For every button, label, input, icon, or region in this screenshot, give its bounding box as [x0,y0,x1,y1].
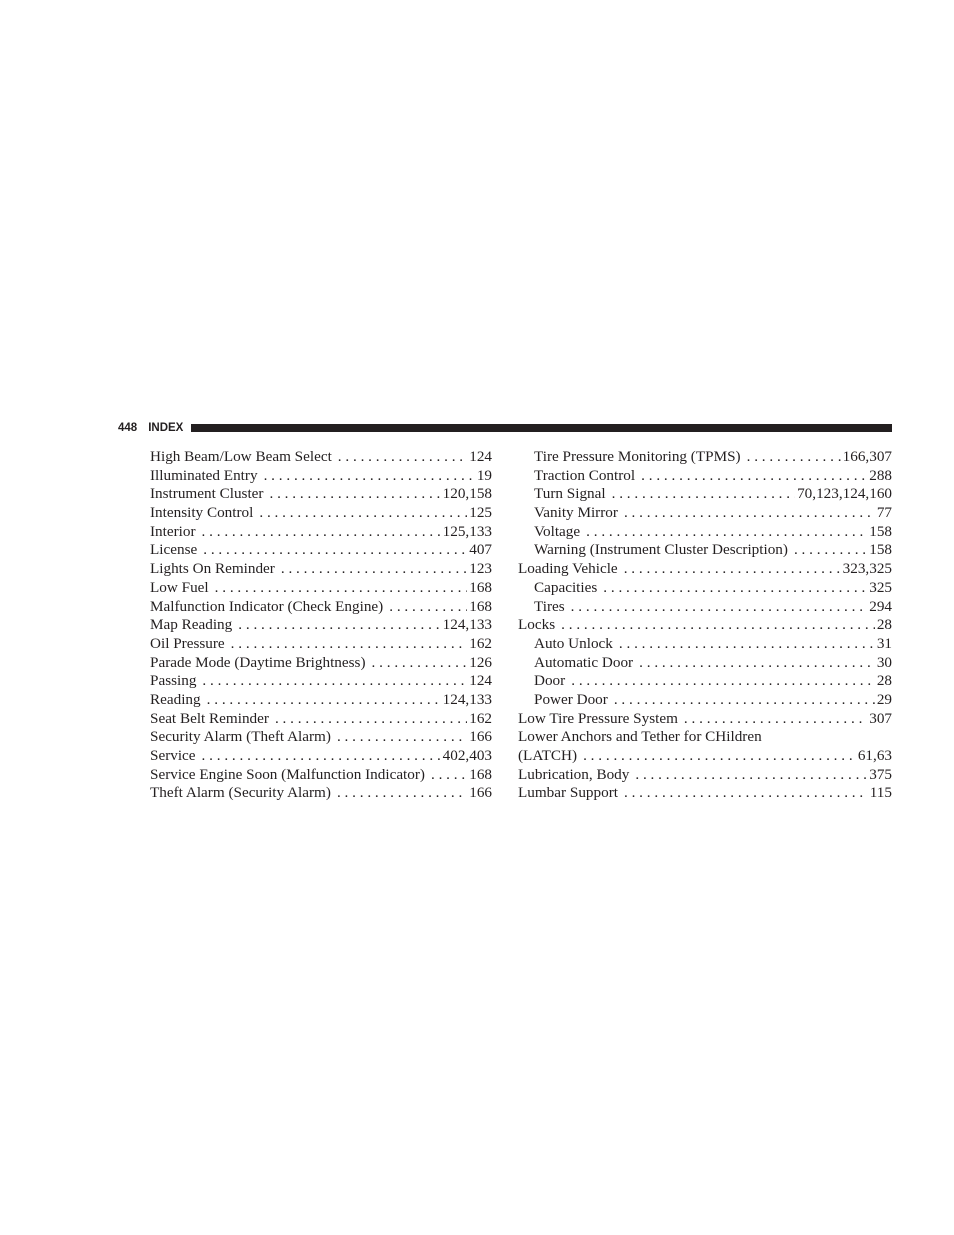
index-entry-pages: 19 [476,466,492,484]
index-entry-pages: 162 [469,634,492,652]
index-entry-pages: 61,63 [857,747,892,764]
index-entry-label: Theft Alarm (Security Alarm) [150,784,331,802]
index-entry-label: Lights On Reminder [150,560,275,578]
index-entry [518,784,892,803]
index-entry-pages: 166,307 [842,448,892,465]
index-entry-pages: 77 [876,504,892,522]
index-entry [518,541,892,560]
index-entry [134,560,492,579]
dot-leader [259,504,467,523]
index-entry-label: Door [534,672,566,690]
index-entry [518,560,892,579]
dot-leader [202,523,441,542]
dot-leader [624,784,868,803]
index-entry-pages: 402,403 [442,747,492,764]
dot-leader [619,635,875,654]
dot-leader [583,747,856,766]
dot-leader [684,710,867,729]
index-entry-label: Passing [150,672,197,690]
index-entry-label: Malfunction Indicator (Check Engine) [150,597,384,615]
dot-leader [372,654,468,673]
header-rule [191,424,892,432]
index-entry-label: Low Fuel [150,578,209,596]
index-entry-label: Auto Unlock [534,634,613,652]
index-entry-label: (LATCH) [518,747,578,764]
dot-leader [431,766,467,785]
index-entry-pages: 120,158 [442,485,492,503]
index-entry-label: Warning (Instrument Cluster Description) [534,541,788,559]
index-entry-pages: 325 [869,578,892,596]
index-entry [134,747,492,766]
index-entry-label: Traction Control [534,466,636,484]
index-entry-pages: 168 [469,765,492,783]
index-entry-pages: 323,325 [842,560,892,578]
dot-leader [215,579,468,598]
index-entry-label: Service Engine Soon (Malfunction Indicator) [150,765,425,783]
index-entry-pages: 158 [869,522,892,540]
index-entry-pages: 307 [869,709,892,727]
index-entry-label: Locks [518,616,556,634]
index-entry-pages: 124,133 [442,690,492,708]
index-entry-label: High Beam/Low Beam Select [150,448,332,465]
dot-leader [231,635,468,654]
index-entry [518,635,892,654]
index-entry [134,635,492,654]
index-entry-label: Vanity Mirror [534,504,618,522]
index-entry-pages: 70,123,124,160 [797,485,892,503]
index-entry [518,710,892,729]
index-entry-label: Lower Anchors and Tether for CHildren [518,728,762,746]
index-entry-pages: 28 [876,672,892,690]
index-entry-label: Reading [150,690,201,708]
index-entry-label: Oil Pressure [150,634,225,652]
index-entry-pages: 158 [869,541,892,559]
dot-leader [338,448,467,467]
index-entry [134,784,492,803]
index-entry-label: Lumbar Support [518,784,618,802]
index-entry [518,467,892,486]
dot-leader [603,579,867,598]
index-entry-pages: 125,133 [442,522,492,540]
index-entry [134,523,492,542]
index-entry [134,504,492,523]
index-entry [134,710,492,729]
index-entry-pages: 166 [469,784,492,802]
index-entry-pages: 126 [469,653,492,671]
dot-leader [624,560,841,579]
index-entry-label: Service [150,747,196,764]
index-entry-pages: 288 [869,466,892,484]
index-entry [518,728,892,747]
index-entry-pages: 294 [869,597,892,615]
index-entry-label: Power Door [534,690,608,708]
index-entry-label: Turn Signal [534,485,606,503]
index-entry-label: Map Reading [150,616,233,634]
index-entry [134,654,492,673]
index-entry-label: Lubrication, Body [518,765,630,783]
index-entry-pages: 29 [876,690,892,708]
index-entry-label: Tires [534,597,565,615]
dot-leader [389,598,467,617]
index-entry [134,467,492,486]
index-entry [134,598,492,617]
index-entry-pages: 30 [876,653,892,671]
section-title: INDEX [148,422,184,434]
dot-leader [794,541,867,560]
index-entry-label: Capacities [534,578,598,596]
dot-leader [275,710,467,729]
dot-leader [747,448,841,467]
index-entry [518,654,892,673]
page-number: 448 [118,422,138,434]
index-entry-pages: 166 [469,728,492,746]
index-entry [134,691,492,710]
index-column-right [518,448,892,803]
index-entry [518,691,892,710]
dot-leader [269,485,440,504]
dot-leader [612,485,795,504]
index-entry [134,766,492,785]
index-entry-label: Loading Vehicle [518,560,618,578]
index-entry-pages: 124 [469,672,492,690]
index-entry-label: Instrument Cluster [150,485,264,503]
index-entry-label: Intensity Control [150,504,254,522]
index-entry [518,598,892,617]
dot-leader [639,654,875,673]
index-entry-pages: 124,133 [442,616,492,634]
index-entry [518,672,892,691]
dot-leader [624,504,875,523]
index-entry-label: Security Alarm (Theft Alarm) [150,728,331,746]
dot-leader [281,560,467,579]
index-entry [134,616,492,635]
index-entry-pages: 162 [469,709,492,727]
index-entry [518,485,892,504]
index-entry-pages: 168 [469,597,492,615]
index-entry-pages: 125 [469,504,492,522]
index-entry-pages: 31 [876,634,892,652]
dot-leader [202,747,441,766]
index-entry-pages: 168 [469,578,492,596]
index-entry [518,747,892,766]
index-entry [134,448,492,467]
dot-leader [264,467,475,486]
dot-leader [614,691,875,710]
index-entry [518,448,892,467]
index-entry [134,728,492,747]
dot-leader [571,672,875,691]
index-entry [134,579,492,598]
dot-leader [641,467,867,486]
dot-leader [238,616,440,635]
index-entry-label: Tire Pressure Monitoring (TPMS) [534,448,741,465]
index-entry [134,541,492,560]
index-entry-pages: 28 [876,616,892,634]
dot-leader [337,728,467,747]
index-entry [518,766,892,785]
index-entry [134,672,492,691]
index-entry-label: Automatic Door [534,653,634,671]
dot-leader [207,691,441,710]
page-header [118,420,892,436]
dot-leader [635,766,867,785]
dot-leader [571,598,868,617]
index-entry-label: Parade Mode (Daytime Brightness) [150,653,366,671]
index-entry [518,504,892,523]
index-entry [518,523,892,542]
dot-leader [202,672,467,691]
index-entry-label: Interior [150,522,196,540]
index-entry [518,616,892,635]
index-column-left [134,448,492,803]
index-entry-pages: 115 [869,784,892,802]
index-entry-label: Low Tire Pressure System [518,709,678,727]
dot-leader [203,541,467,560]
index-entry-label: Voltage [534,522,581,540]
index-entry-label: Illuminated Entry [150,466,258,484]
index-entry-label: Seat Belt Reminder [150,709,269,727]
index-entry [134,485,492,504]
index-entry-pages: 124 [469,448,492,465]
index-entry-pages: 375 [869,765,892,783]
dot-leader [586,523,867,542]
dot-leader [561,616,875,635]
index-entry-pages: 407 [469,541,492,559]
index-entry-label: License [150,541,198,559]
index-entry-pages: 123 [469,560,492,578]
dot-leader [337,784,467,803]
index-entry [518,579,892,598]
